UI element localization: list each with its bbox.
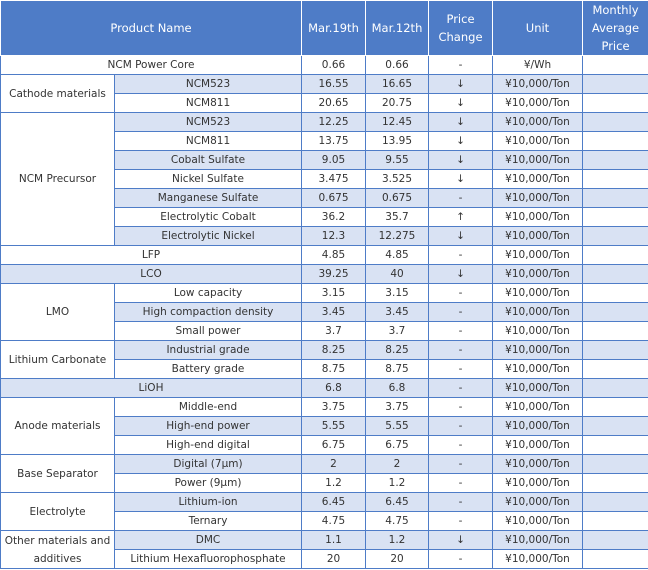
mar12-value-cell: 2 (366, 455, 429, 474)
unit-cell: ¥10,000/Ton (493, 341, 583, 360)
monthly-average-cell (583, 208, 648, 227)
price-change-cell: ↓ (429, 75, 493, 94)
group-label-cell: Cathode materials (1, 75, 115, 113)
product-name-cell: Industrial grade (115, 341, 302, 360)
product-name-cell: High compaction density (115, 303, 302, 322)
product-name-cell: Battery grade (115, 360, 302, 379)
header-monthly-average: Monthly Average Price (583, 1, 648, 56)
table-row (1, 455, 648, 474)
table-row (1, 56, 648, 75)
product-name-cell: LiOH (1, 379, 302, 398)
mar19-value-cell: 3.7 (302, 322, 366, 341)
price-change-cell: ↓ (429, 113, 493, 132)
unit-cell: ¥10,000/Ton (493, 151, 583, 170)
mar19-value-cell: 6.75 (302, 436, 366, 455)
header-mar12: Mar.12th (366, 1, 429, 56)
unit-cell: ¥10,000/Ton (493, 246, 583, 265)
price-change-cell: - (429, 341, 493, 360)
mar12-value-cell: 12.275 (366, 227, 429, 246)
product-name-cell: LCO (1, 265, 302, 284)
price-change-cell: - (429, 246, 493, 265)
unit-cell: ¥10,000/Ton (493, 322, 583, 341)
monthly-average-cell (583, 151, 648, 170)
table-row (1, 265, 648, 284)
unit-cell: ¥10,000/Ton (493, 455, 583, 474)
mar19-value-cell: 4.75 (302, 512, 366, 531)
header-row (1, 1, 648, 56)
unit-cell: ¥10,000/Ton (493, 360, 583, 379)
unit-cell: ¥/Wh (493, 56, 583, 75)
product-name-cell: Nickel Sulfate (115, 170, 302, 189)
mar19-value-cell: 3.75 (302, 398, 366, 417)
monthly-average-cell (583, 170, 648, 189)
mar12-value-cell: 16.65 (366, 75, 429, 94)
mar12-value-cell: 1.2 (366, 531, 429, 550)
mar19-value-cell: 0.66 (302, 56, 366, 75)
price-change-cell: - (429, 417, 493, 436)
price-change-cell: ↓ (429, 170, 493, 189)
group-label-cell: NCM Precursor (1, 113, 115, 246)
monthly-average-cell (583, 379, 648, 398)
monthly-average-cell (583, 113, 648, 132)
price-change-cell: ↑ (429, 208, 493, 227)
header-price-change: Price Change (429, 1, 493, 56)
group-label-cell: Anode materials (1, 398, 115, 455)
unit-cell: ¥10,000/Ton (493, 398, 583, 417)
table-row (1, 113, 648, 132)
mar12-value-cell: 13.95 (366, 132, 429, 151)
unit-cell: ¥10,000/Ton (493, 113, 583, 132)
unit-cell: ¥10,000/Ton (493, 265, 583, 284)
monthly-average-cell (583, 360, 648, 379)
monthly-average-cell (583, 94, 648, 113)
mar12-value-cell: 6.45 (366, 493, 429, 512)
mar12-value-cell: 35.7 (366, 208, 429, 227)
group-label-cell: Other materials and additives (1, 531, 115, 569)
price-change-cell: - (429, 455, 493, 474)
product-name-cell: NCM523 (115, 113, 302, 132)
mar12-value-cell: 40 (366, 265, 429, 284)
group-label-cell: Base Separator (1, 455, 115, 493)
mar12-value-cell: 0.675 (366, 189, 429, 208)
mar19-value-cell: 8.25 (302, 341, 366, 360)
price-change-cell: - (429, 189, 493, 208)
mar19-value-cell: 3.15 (302, 284, 366, 303)
product-name-cell: Small power (115, 322, 302, 341)
table-row (1, 246, 648, 265)
product-name-cell: NCM811 (115, 94, 302, 113)
header-product-name: Product Name (1, 1, 302, 56)
product-name-cell: NCM811 (115, 132, 302, 151)
mar19-value-cell: 3.475 (302, 170, 366, 189)
product-name-cell: Electrolytic Nickel (115, 227, 302, 246)
mar19-value-cell: 39.25 (302, 265, 366, 284)
mar12-value-cell: 12.45 (366, 113, 429, 132)
mar12-value-cell: 3.45 (366, 303, 429, 322)
monthly-average-cell (583, 474, 648, 493)
mar12-value-cell: 20.75 (366, 94, 429, 113)
table-row (1, 341, 648, 360)
unit-cell: ¥10,000/Ton (493, 189, 583, 208)
monthly-average-cell (583, 189, 648, 208)
monthly-average-cell (583, 265, 648, 284)
mar12-value-cell: 6.8 (366, 379, 429, 398)
unit-cell: ¥10,000/Ton (493, 474, 583, 493)
product-name-cell: Ternary (115, 512, 302, 531)
unit-cell: ¥10,000/Ton (493, 208, 583, 227)
mar12-value-cell: 3.75 (366, 398, 429, 417)
monthly-average-cell (583, 284, 648, 303)
price-change-cell: - (429, 398, 493, 417)
unit-cell: ¥10,000/Ton (493, 512, 583, 531)
group-label-cell: LMO (1, 284, 115, 341)
group-label-cell: Lithium Carbonate (1, 341, 115, 379)
unit-cell: ¥10,000/Ton (493, 75, 583, 94)
price-change-cell: - (429, 550, 493, 569)
product-name-cell: Power (9μm) (115, 474, 302, 493)
monthly-average-cell (583, 227, 648, 246)
mar19-value-cell: 36.2 (302, 208, 366, 227)
mar19-value-cell: 2 (302, 455, 366, 474)
price-change-cell: - (429, 284, 493, 303)
mar12-value-cell: 0.66 (366, 56, 429, 75)
mar12-value-cell: 5.55 (366, 417, 429, 436)
product-name-cell: Middle-end (115, 398, 302, 417)
monthly-average-cell (583, 75, 648, 94)
price-change-cell: - (429, 360, 493, 379)
price-change-cell: ↓ (429, 94, 493, 113)
mar19-value-cell: 1.2 (302, 474, 366, 493)
monthly-average-cell (583, 417, 648, 436)
price-change-cell: ↓ (429, 531, 493, 550)
mar19-value-cell: 3.45 (302, 303, 366, 322)
price-change-cell: - (429, 474, 493, 493)
monthly-average-cell (583, 493, 648, 512)
monthly-average-cell (583, 436, 648, 455)
mar12-value-cell: 3.525 (366, 170, 429, 189)
price-change-cell: - (429, 512, 493, 531)
monthly-average-cell (583, 341, 648, 360)
mar19-value-cell: 13.75 (302, 132, 366, 151)
price-change-cell: ↓ (429, 132, 493, 151)
mar19-value-cell: 8.75 (302, 360, 366, 379)
monthly-average-cell (583, 303, 648, 322)
mar12-value-cell: 3.7 (366, 322, 429, 341)
product-name-cell: Electrolytic Cobalt (115, 208, 302, 227)
mar19-value-cell: 6.45 (302, 493, 366, 512)
monthly-average-cell (583, 512, 648, 531)
product-name-cell: High-end digital (115, 436, 302, 455)
mar12-value-cell: 4.75 (366, 512, 429, 531)
price-change-cell: - (429, 322, 493, 341)
mar12-value-cell: 3.15 (366, 284, 429, 303)
monthly-average-cell (583, 531, 648, 550)
product-name-cell: Lithium Hexafluorophosphate (115, 550, 302, 569)
unit-cell: ¥10,000/Ton (493, 417, 583, 436)
unit-cell: ¥10,000/Ton (493, 550, 583, 569)
price-change-cell: ↓ (429, 151, 493, 170)
monthly-average-cell (583, 398, 648, 417)
table-row (1, 531, 648, 550)
unit-cell: ¥10,000/Ton (493, 284, 583, 303)
table-row (1, 379, 648, 398)
table-row (1, 284, 648, 303)
mar12-value-cell: 8.25 (366, 341, 429, 360)
mar19-value-cell: 20.65 (302, 94, 366, 113)
table-row (1, 493, 648, 512)
mar19-value-cell: 4.85 (302, 246, 366, 265)
header-unit: Unit (493, 1, 583, 56)
monthly-average-cell (583, 550, 648, 569)
group-label-cell: Electrolyte (1, 493, 115, 531)
product-name-cell: High-end power (115, 417, 302, 436)
mar19-value-cell: 12.25 (302, 113, 366, 132)
monthly-average-cell (583, 132, 648, 151)
monthly-average-cell (583, 455, 648, 474)
mar19-value-cell: 20 (302, 550, 366, 569)
mar12-value-cell: 4.85 (366, 246, 429, 265)
unit-cell: ¥10,000/Ton (493, 94, 583, 113)
product-name-cell: NCM523 (115, 75, 302, 94)
mar12-value-cell: 9.55 (366, 151, 429, 170)
table-row (1, 398, 648, 417)
mar19-value-cell: 1.1 (302, 531, 366, 550)
mar12-value-cell: 20 (366, 550, 429, 569)
price-change-cell: ↓ (429, 227, 493, 246)
price-change-cell: - (429, 493, 493, 512)
product-name-cell: NCM Power Core (1, 56, 302, 75)
mar19-value-cell: 6.8 (302, 379, 366, 398)
price-change-cell: - (429, 436, 493, 455)
price-change-cell: - (429, 303, 493, 322)
product-name-cell: Cobalt Sulfate (115, 151, 302, 170)
table-row (1, 75, 648, 94)
price-change-cell: - (429, 379, 493, 398)
mar19-value-cell: 0.675 (302, 189, 366, 208)
price-change-cell: - (429, 56, 493, 75)
mar19-value-cell: 9.05 (302, 151, 366, 170)
product-name-cell: Manganese Sulfate (115, 189, 302, 208)
monthly-average-cell (583, 322, 648, 341)
product-name-cell: DMC (115, 531, 302, 550)
mar19-value-cell: 16.55 (302, 75, 366, 94)
mar19-value-cell: 5.55 (302, 417, 366, 436)
monthly-average-cell (583, 246, 648, 265)
unit-cell: ¥10,000/Ton (493, 132, 583, 151)
mar12-value-cell: 6.75 (366, 436, 429, 455)
product-name-cell: Low capacity (115, 284, 302, 303)
price-change-cell: ↓ (429, 265, 493, 284)
mar12-value-cell: 8.75 (366, 360, 429, 379)
unit-cell: ¥10,000/Ton (493, 531, 583, 550)
product-name-cell: Lithium-ion (115, 493, 302, 512)
unit-cell: ¥10,000/Ton (493, 436, 583, 455)
unit-cell: ¥10,000/Ton (493, 379, 583, 398)
mar19-value-cell: 12.3 (302, 227, 366, 246)
unit-cell: ¥10,000/Ton (493, 227, 583, 246)
mar12-value-cell: 1.2 (366, 474, 429, 493)
unit-cell: ¥10,000/Ton (493, 170, 583, 189)
header-mar19: Mar.19th (302, 1, 366, 56)
product-name-cell: LFP (1, 246, 302, 265)
unit-cell: ¥10,000/Ton (493, 303, 583, 322)
product-name-cell: Digital (7μm) (115, 455, 302, 474)
unit-cell: ¥10,000/Ton (493, 493, 583, 512)
monthly-average-cell (583, 56, 648, 75)
